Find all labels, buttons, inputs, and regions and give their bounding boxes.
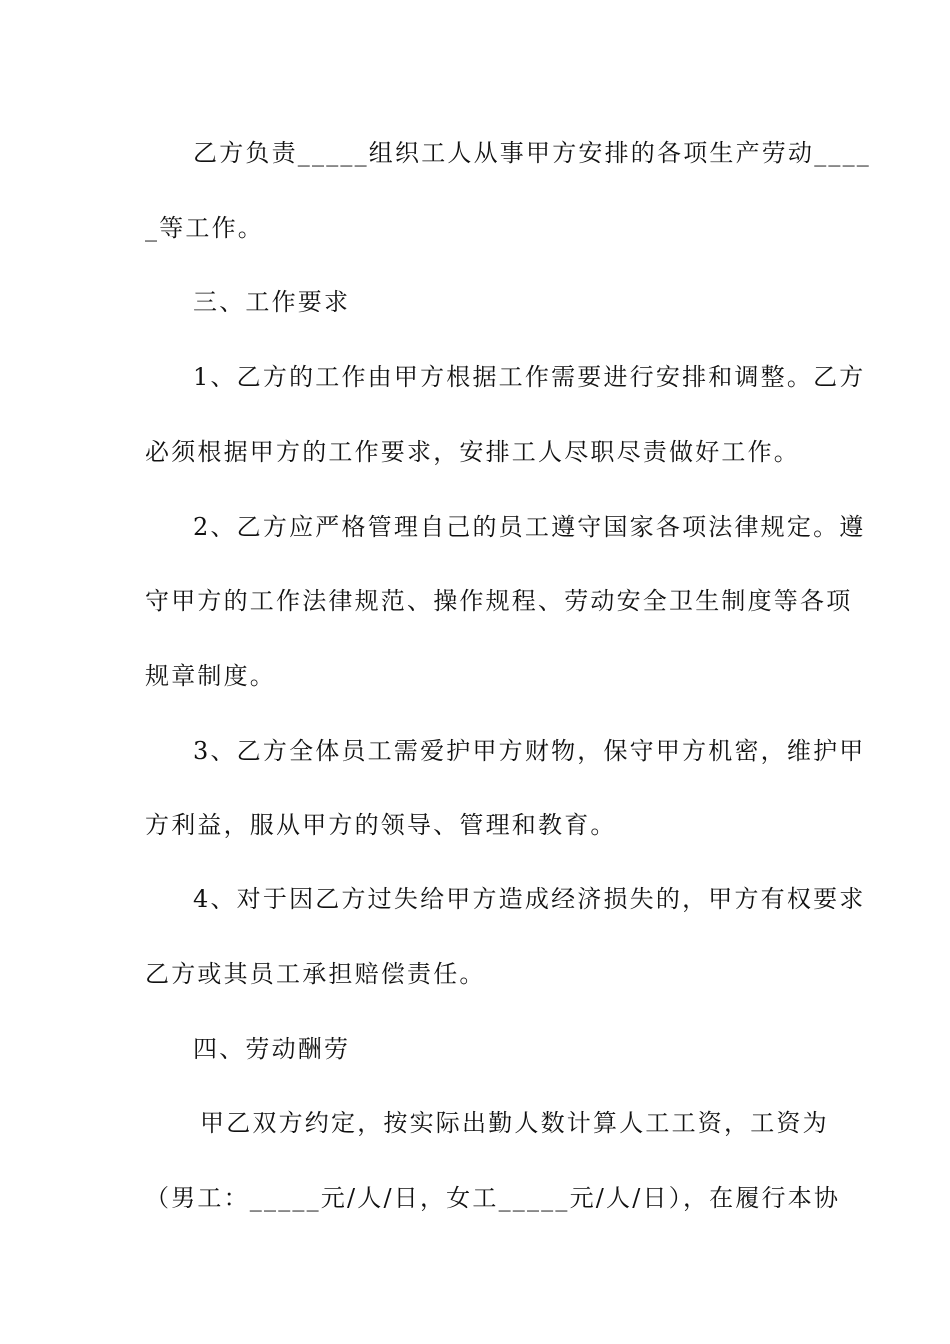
paragraph-line: 3、乙方全体员工需爱护甲方财物，保守甲方机密，维护甲 <box>193 737 866 765</box>
paragraph-line: 规章制度。 <box>145 662 276 690</box>
section-heading: 三、工作要求 <box>193 288 351 316</box>
paragraph-line: 方利益，服从甲方的领导、管理和教育。 <box>145 811 617 839</box>
paragraph-line: 必须根据甲方的工作要求，安排工人尽职尽责做好工作。 <box>145 438 800 466</box>
paragraph-line: 守甲方的工作法律规范、操作规程、劳动安全卫生制度等各项 <box>145 587 853 615</box>
paragraph-line: 乙方负责_____组织工人从事甲方安排的各项生产劳动____ <box>193 139 871 167</box>
paragraph-line: 乙方或其员工承担赔偿责任。 <box>145 960 486 988</box>
paragraph-line: 1、乙方的工作由甲方根据工作需要进行安排和调整。乙方 <box>193 363 866 391</box>
section-heading: 四、劳动酬劳 <box>193 1035 351 1063</box>
paragraph-line: 4、对于因乙方过失给甲方造成经济损失的，甲方有权要求 <box>193 885 866 913</box>
paragraph-line: _等工作。 <box>145 214 264 242</box>
paragraph-line: （男工：_____元/人/日，女工_____元/人/日），在履行本协 <box>145 1184 841 1212</box>
paragraph-line: 2、乙方应严格管理自己的员工遵守国家各项法律规定。遵 <box>193 513 866 541</box>
paragraph-line: 甲乙双方约定，按实际出勤人数计算人工工资，工资为 <box>200 1109 829 1137</box>
